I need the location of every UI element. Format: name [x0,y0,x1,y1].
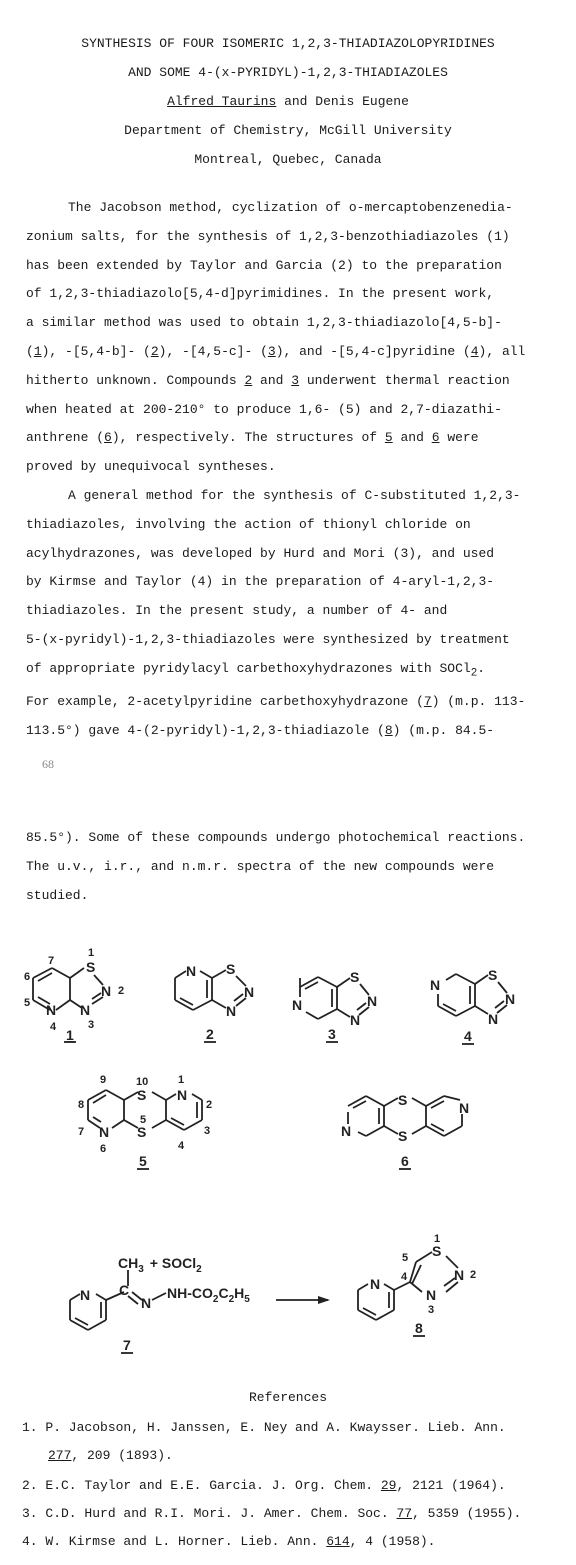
structure-6 [341,1092,469,1169]
text-run: and [252,372,292,388]
text-run: 2. E.C. Taylor and E.E. Garcia. J. Org. Chem. [22,1478,381,1493]
text-run: underwent thermal reaction [299,372,510,388]
text-run: ), all [478,343,526,359]
paragraph-1 [26,194,566,482]
position-label: 3 [88,1019,95,1031]
text-run: , 2121 (1964). [396,1478,506,1493]
paragraph-3 [26,824,566,910]
position-label: 7 [48,955,55,967]
carbon-atom: C [119,1282,130,1298]
volume: 614 [326,1534,350,1549]
position-label: 6 [100,1143,107,1155]
p3-line: The u.v., i.r., and n.m.r. spectra of the new compounds were [26,858,495,874]
position-label: 10 [136,1076,149,1088]
reference-3 [22,1506,521,1521]
text-run: and [392,430,432,446]
text-run: ), -[4,5-c]- ( [158,343,268,359]
position-label: 3 [204,1125,211,1137]
text-run: 3. C.D. Hurd and R.I. Mori. J. Amer. Chem. Soc. [22,1506,397,1521]
p3-line: 85.5°). Some of these compounds undergo photochemical reactions. [26,830,526,845]
text-run: C [218,1285,229,1301]
structure-8 [358,1233,476,1336]
p1-line: The Jacobson method, cyclization of o-mercaptobenzenedia- [68,200,513,215]
position-label: 4 [401,1271,408,1283]
text-run: , 4 (1958). [349,1534,436,1549]
position-label: 2 [470,1269,477,1281]
p2-line: 5-(x-pyridyl)-1,2,3-thiadiazoles were synthesized by treatment [26,631,510,647]
compound-number: 2 [206,1026,214,1042]
text-run: ), and -[5,4-c]pyridine ( [275,343,471,359]
affiliation: Department of Chemistry, McGill University [124,123,452,138]
subscript: 2 [470,667,478,680]
text-run: ) (m.p. 113- [431,694,526,710]
reaction-arrow [276,1296,330,1304]
subscript: 3 [138,1264,144,1275]
p1-line [26,424,566,453]
p2-line: thiadiazoles, involving the action of thionyl chloride on [26,516,471,532]
text-run: For example, 2-acetylpyridine carbethoxyhydrazone ( [26,694,424,710]
page-number: 68 [42,757,54,771]
p1-line: of 1,2,3-thiadiazolo[5,4-d]pyrimidines. In the present work, [26,286,495,302]
nitrogen-atom: N [186,963,197,979]
p1-line: zonium salts, for the synthesis of 1,2,3-benzothiadiazoles (1) [26,228,510,244]
text-run: of appropriate pyridylacyl carbethoxyhydrazones with SOCl [26,660,471,676]
compound-number: 5 [139,1153,147,1169]
position-label: 2 [118,985,125,997]
p2-line: by Kirmse and Taylor (4) in the preparation of 4-aryl-1,2,3- [26,574,495,590]
p2-line: thiadiazoles. In the present study, a number of 4- and [26,603,448,619]
position-label: 3 [428,1304,435,1316]
methyl-group [118,1255,202,1275]
compound-ref: 1 [33,343,42,359]
position-label: 5 [140,1114,147,1126]
nitrogen-atom: N [488,1011,499,1027]
compound-number: 6 [401,1153,409,1169]
nitrogen-atom: N [459,1100,470,1116]
text-run: , 5359 (1955). [412,1506,522,1521]
reagent: + SOCl [149,1255,197,1271]
nitrogen-atom: N [350,1012,361,1028]
text-run: anthrene ( [26,430,105,446]
volume: 77 [396,1506,413,1521]
nitrogen-atom: N [367,993,378,1009]
compound-ref: 4 [470,343,479,359]
sulfur-atom: S [86,959,96,975]
compound-number: 4 [464,1028,472,1044]
structure-2 [175,961,254,1042]
text-run: ) (m.p. 84.5- [392,722,495,738]
title-line-2: AND SOME 4-(x-PYRIDYL)-1,2,3-THIADIAZOLES [128,65,448,80]
text-run: 113.5°) gave 4-(2-pyridyl)-1,2,3-thiadiazole ( [26,722,385,738]
position-label: 2 [206,1099,213,1111]
nitrogen-atom: N [80,1002,91,1018]
structure-4 [430,967,515,1044]
compound-ref: 5 [384,430,393,446]
p2-line [26,688,566,717]
text-run: . [477,660,485,676]
p1-line: has been extended by Taylor and Garcia (2) to the preparation [26,257,502,273]
sulfur-atom: S [432,1243,442,1259]
position-label: 4 [178,1140,185,1152]
nitrogen-atom: N [244,984,255,1000]
chemical-structures-figure [0,940,576,1380]
sulfur-atom: S [398,1092,408,1108]
reference-1: 1. P. Jacobson, H. Janssen, E. Ney and A. Kwaysser. Lieb. Ann. [22,1420,506,1435]
structure-1 [24,947,124,1043]
reference-1-cont [48,1448,173,1463]
subscript: 2 [196,1264,202,1275]
author-2: Denis Eugene [315,94,409,109]
position-label: 1 [434,1233,441,1245]
p1-line: proved by unequivocal syntheses. [26,459,276,475]
author-1: Alfred Taurins [167,94,277,109]
text-run: CH [118,1255,139,1271]
compound-ref: 3 [291,372,300,388]
p1-line [26,367,566,396]
compound-ref: 3 [267,343,276,359]
text-run: ), respectively. The structures of [111,430,385,446]
sulfur-atom: S [488,967,498,983]
position-label: 1 [178,1074,185,1086]
compound-ref: 6 [431,430,440,446]
nitrogen-atom: N [141,1295,152,1311]
references-heading: References [248,1390,327,1405]
reference-4 [22,1534,435,1549]
subscript: 2 [212,1294,219,1305]
position-label: 1 [88,947,95,959]
sulfur-atom: S [137,1087,147,1103]
position-label: 6 [24,971,31,983]
subscript: 2 [228,1294,235,1305]
p3-line: studied. [26,887,89,903]
volume: 29 [380,1478,397,1493]
text-run: ), -[5,4-b]- ( [41,343,151,359]
p2-line [26,655,566,688]
sulfur-atom: S [398,1128,408,1144]
authors [0,94,576,109]
author-join: and [276,94,316,109]
nitrogen-atom: N [226,1003,237,1019]
reference-2 [22,1478,506,1493]
p1-line: when heated at 200-210° to produce 1,6- (5) and 2,7-diazathi- [26,401,502,417]
compound-ref: 6 [104,430,112,446]
nitrogen-atom: N [101,983,112,999]
text-run: NH-CO [167,1285,213,1301]
compound-ref: 7 [423,694,432,710]
text-run: H [234,1285,245,1301]
compound-number: 7 [123,1337,131,1353]
title-line-1: SYNTHESIS OF FOUR ISOMERIC 1,2,3-THIADIAZOLOPYRIDINES [81,36,495,51]
compound-number: 8 [415,1320,423,1336]
text-run: , 209 (1893). [71,1448,173,1463]
text-run: hitherto unknown. Compounds [26,372,245,388]
sulfur-atom: S [350,969,360,985]
p1-line: a similar method was used to obtain 1,2,3-thiadiazolo[4,5-b]- [26,315,502,331]
nitrogen-atom: N [505,991,516,1007]
volume: 277 [48,1448,72,1463]
compound-number: 3 [328,1026,336,1042]
nitrogen-atom: N [177,1087,188,1103]
nitrogen-atom: N [341,1123,352,1139]
p2-line: acylhydrazones, was developed by Hurd and Mori (3), and used [26,545,495,561]
sulfur-atom: S [137,1124,147,1140]
position-label: 7 [78,1126,85,1138]
nitrogen-atom: N [430,977,441,993]
paragraph-2 [26,482,566,746]
compound-ref: 2 [150,343,159,359]
nitrogen-atom: N [46,1002,57,1018]
structure-7 [70,1255,250,1353]
p2-line [26,717,566,746]
structure-5 [78,1074,212,1169]
compound-number: 1 [66,1027,74,1043]
subscript: 5 [244,1294,250,1305]
nitrogen-atom: N [80,1287,91,1303]
nitrogen-atom: N [370,1276,381,1292]
text-run: 4. W. Kirmse and L. Horner. Lieb. Ann. [22,1534,327,1549]
position-label: 9 [100,1074,107,1086]
p2-line: A general method for the synthesis of C-substituted 1,2,3- [68,488,521,503]
nitrogen-atom: N [292,997,303,1013]
sulfur-atom: S [226,961,236,977]
nitrogen-atom: N [426,1287,437,1303]
position-label: 4 [50,1021,57,1033]
nitrogen-atom: N [99,1124,110,1140]
position-label: 8 [78,1099,85,1111]
position-label: 5 [24,997,31,1009]
compound-ref: 2 [244,372,253,388]
p1-line [26,338,566,367]
position-label: 5 [402,1252,409,1264]
nitrogen-atom: N [454,1267,465,1283]
compound-ref: 8 [384,722,393,738]
text-run: were [439,430,479,446]
text-run: ( [26,343,34,359]
location: Montreal, Quebec, Canada [194,152,382,167]
structure-3 [292,969,377,1042]
carbethoxyhydrazone-group [167,1285,250,1305]
